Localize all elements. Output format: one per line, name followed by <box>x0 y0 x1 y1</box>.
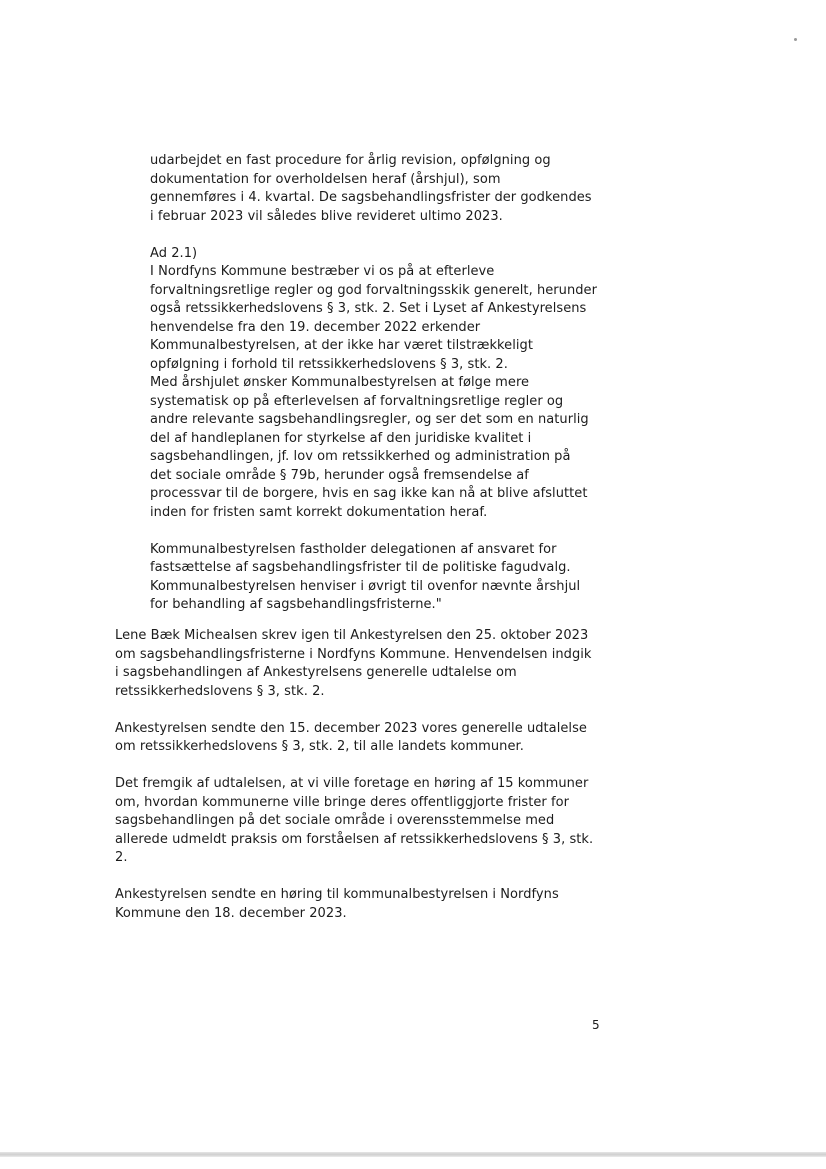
text-line: det sociale område § 79b, herunder også fremsendelse af <box>150 467 529 483</box>
text-line: Kommunalbestyrelsen henviser i øvrigt til ovenfor nævnte årshjul <box>150 578 581 594</box>
text-line: udarbejdet en fast procedure for årlig revision, opfølgning og <box>150 153 551 168</box>
text-line: andre relevante sagsbehandlingsregler, og ser det som en naturlig <box>150 412 589 427</box>
text-line: del af handleplanen for styrkelse af den juridiske kvalitet i <box>150 430 532 446</box>
text-line: Lene Bæk Michealsen skrev igen til Ankestyrelsen den 25. oktober 2023 <box>115 628 589 643</box>
text-line: Kommunalbestyrelsen fastholder delegationen af ansvaret for <box>150 541 557 557</box>
text-line: også retssikkerhedslovens § 3, stk. 2. Set i Lyset af Ankestyrelsens <box>150 301 587 316</box>
text-line: om sagsbehandlingsfristerne i Nordfyns Kommune. Henvendelsen indgik <box>115 646 592 662</box>
body-paragraph-4 <box>115 886 610 923</box>
quote-paragraph-3 <box>150 541 610 615</box>
text-line: dokumentation for overholdelsen heraf (årshjul), som <box>150 171 501 187</box>
text-line: allerede udmeldt praksis om forståelsen af retssikkerhedslovens § 3, stk. <box>115 831 594 847</box>
text-line: i sagsbehandlingen af Ankestyrelsens generelle udtalelse om <box>115 665 517 680</box>
text-line: 2. <box>115 850 128 865</box>
body-paragraph-1 <box>115 627 610 701</box>
text-line: Det fremgik af udtalelsen, at vi ville foretage en høring af 15 kommuner <box>115 776 589 791</box>
text-line: Kommune den 18. december 2023. <box>115 905 347 921</box>
text-line: retssikkerhedslovens § 3, stk. 2. <box>115 683 325 699</box>
text-line: Ankestyrelsen sendte den 15. december 2023 vores generelle udtalelse <box>115 720 587 736</box>
text-line: i februar 2023 vil således blive revideret ultimo 2023. <box>150 208 503 224</box>
text-line: for behandling af sagsbehandlingsfristerne." <box>150 597 442 612</box>
text-line: inden for fristen samt korrekt dokumentation heraf. <box>150 504 488 520</box>
text-line: om, hvordan kommunerne ville bringe deres offentliggjorte frister for <box>115 794 569 810</box>
quote-paragraph-1 <box>150 152 610 226</box>
text-line: I Nordfyns Kommune bestræber vi os på at efterleve <box>150 264 495 279</box>
text-line: henvendelse fra den 19. december 2022 erkender <box>150 319 481 335</box>
text-line: forvaltningsretlige regler og god forvaltningsskik generelt, herunder <box>150 282 597 298</box>
text-line: processvar til de borgere, hvis en sag ikke kan nå at blive afsluttet <box>150 486 588 501</box>
text-line: Med årshjulet ønsker Kommunalbestyrelsen at følge mere <box>150 375 530 390</box>
body-text <box>115 627 610 923</box>
text-line: Kommunalbestyrelsen, at der ikke har været tilstrækkeligt <box>150 338 533 353</box>
text-line: systematisk op på efterlevelsen af forvaltningsretlige regler og <box>150 393 564 409</box>
body-paragraph-2 <box>115 720 610 757</box>
text-line: sagsbehandlingen på det sociale område i overensstemmelse med <box>115 813 555 828</box>
text-line: sagsbehandlingen, jf. lov om retssikkerhed og administration på <box>150 449 571 464</box>
text-line: opfølgning i forhold til retssikkerhedslovens § 3, stk. 2. <box>150 356 508 372</box>
text-line: gennemføres i 4. kvartal. De sagsbehandlingsfrister der godkendes <box>150 190 592 205</box>
scan-speck <box>794 38 797 41</box>
scan-bottom-edge <box>0 1152 826 1157</box>
text-line: fastsættelse af sagsbehandlingsfrister til de politiske fagudvalg. <box>150 560 571 575</box>
section-label: Ad 2.1) <box>150 245 198 261</box>
body-paragraph-3 <box>115 775 610 868</box>
page-number: 5 <box>592 1018 600 1032</box>
text-line: Ankestyrelsen sendte en høring til kommunalbestyrelsen i Nordfyns <box>115 887 559 902</box>
quote-paragraph-2 <box>150 245 610 523</box>
quoted-statement <box>150 152 610 615</box>
text-line: om retssikkerhedslovens § 3, stk. 2, til alle landets kommuner. <box>115 739 524 754</box>
